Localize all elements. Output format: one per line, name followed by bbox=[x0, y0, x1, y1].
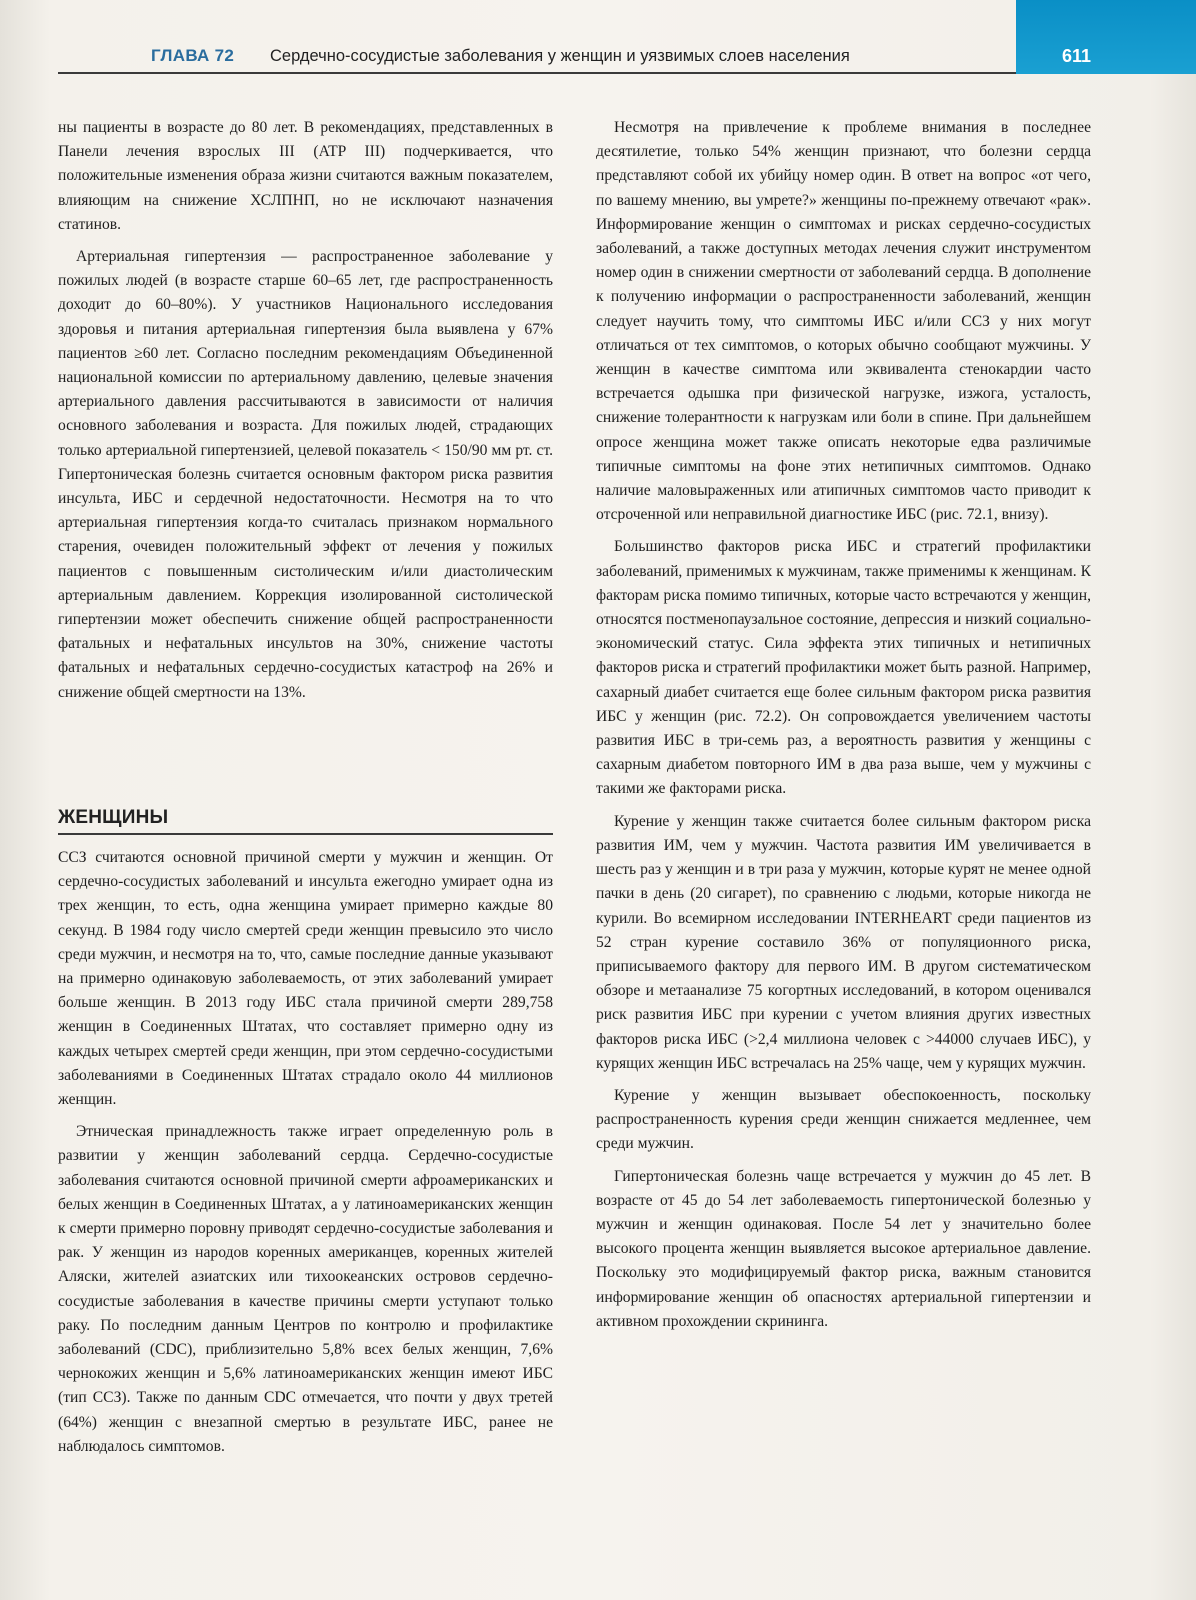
page-number: 611 bbox=[1062, 46, 1092, 66]
paragraph: ССЗ считаются основной причиной смерти у мужчин и женщин. От сердечно-сосудистых заболеваний и инсульта ежегодно умирает одна из трех женщин, то есть, одна женщина умирает примерно каждые 80 секунд. В 1984 году число смертей среди женщин превысило это число среди мужчин, и несмотря на то, что, самые последние данные указывают на примерно одинаковую заболеваемость, от этих заболеваний умирает больше женщин. В 2013 году ИБС стала причиной смерти 289,758 женщин в Соединенных Штатах, что составляет примерно одну из каждых четырех смертей среди женщин, при этом сердечно-сосудистыми заболеваниями в Соединенных Штатах страдало около 44 миллионов женщин. bbox=[58, 849, 553, 1109]
paragraph: Несмотря на привлечение к проблеме внимания в последнее десятилетие, только 54% женщин признают, что болезни сердца представляют собой их убийцу номер один. В ответ на вопрос «от чего, по вашему мнению, вы умрете?» женщины по-прежнему отвечают «рак». Информирование женщин о симптомах и рисках сердечно-сосудистых заболеваний, а также доступных методах лечения служит инструментом номер один в снижении смертности от заболеваний сердца. В дополнение к получению информации о распространенности заболеваний, женщин следует научить тому, что симптомы ИБС и/или ССЗ у них могут отличаться от тех симптомов, о которых обычно сообщают мужчины. У женщин в качестве симптома или эквивалента стенокардии часто встречается одышка при физической нагрузке, изжога, усталость, снижение толерантности к нагрузкам или боли в спине. При дальнейшем опросе женщина может также описать некоторые едва различимые типичные симптомы на фоне этих нетипичных симптомов. Однако наличие маловыраженных или атипичных симптомов часто приводит к отсроченной или неправильной диагностике ИБС (рис. 72.1, внизу). bbox=[596, 119, 1091, 524]
header-rule bbox=[58, 72, 1018, 74]
paragraph: Курение у женщин также считается более сильным фактором риска развития ИМ, чем у мужчин. Частота развития ИМ увеличивается в шесть раз у женщин и в три раза у мужчин, которые курят не менее одной пачки в день (20 сигарет), по сравнению с людьми, которые никогда не курили. Во всемирном исследовании INTERHEART среди пациентов из 52 стран курение составило 36% от популяционного риска, приписываемого фактору для первого ИМ. В другом систематическом обзоре и метаанализе 75 когортных исследований, в котором оценивался риск развития ИБС при курении с учетом влияния других известных факторов риска ИБС (>2,4 миллиона человек с >44000 случаев ИБС), у курящих женщин ИБС встречалась на 25% чаще, чем у курящих мужчин. bbox=[596, 812, 1091, 1072]
right-column bbox=[596, 116, 1091, 1342]
chapter-label: ГЛАВА 72 bbox=[151, 46, 235, 65]
chapter-title: Сердечно-сосудистые заболевания у женщин и уязвимых слоев населения bbox=[270, 47, 850, 65]
page-number-tab bbox=[1016, 0, 1196, 74]
paragraph: Этническая принадлежность также играет определенную роль в развитии у женщин заболеваний сердца. Сердечно-сосудистые заболевания считаются основной причиной смерти афроамериканских и белых женщин в Соединенных Штатах, а у латиноамериканских женщин к смерти примерно поровну приводят сердечно-сосудистые заболевания и рак. У женщин из народов коренных американцев, коренных жителей Аляски, жителей азиатских или тихоокеанских островов сердечно-сосудистые заболевания в качестве причины смерти уступают только раку. По последним данным Центров по контролю и профилактике заболеваний (CDC), приблизительно 5,8% всех белых женщин, 7,6% чернокожих женщин и 5,6% латиноамериканских женщин имеют ИБС (тип ССЗ). Также по данным CDC отмечается, что почти у двух третей (64%) женщин с внезапной смертью в результате ИБС, ранее не наблюдалось симптомов. bbox=[58, 1123, 553, 1455]
section-rule bbox=[58, 833, 553, 835]
paragraph: Гипертоническая болезнь чаще встречается у мужчин до 45 лет. В возрасте от 45 до 54 лет заболеваемость гипертонической болезнью у мужчин и женщин одинаковая. После 54 лет у значительно более высокого процента женщин выявляется высокое артериальное давление. Поскольку это модифицируемый фактор риска, важным становится информирование женщин об опасностях артериальной гипертензии и активном прохождении скрининга. bbox=[596, 1167, 1091, 1330]
paragraph: Большинство факторов риска ИБС и стратегий профилактики заболеваний, применимых к мужчинам, также применимы к женщинам. К факторам риска помимо типичных, которые часто встречаются у женщин, относятся постменопаузальное состояние, депрессия и низкий социально-экономический статус. Сила эффекта этих типичных и нетипичных факторов риска и стратегий профилактики может быть разной. Например, сахарный диабет считается еще более сильным фактором риска развития ИБС у женщин (рис. 72.2). Он сопровождается увеличением частоты развития ИБС в три-семь раз, а вероятность развития у женщины с сахарным диабетом повторного ИМ в два раза выше, чем у мужчины с такими же факторами риска. bbox=[596, 538, 1091, 798]
paragraph: Артериальная гипертензия — распространенное заболевание у пожилых людей (в возрасте старше 60–65 лет, где распространенность доходит до 60–80%). У участников Национального исследования здоровья и питания артериальная гипертензия была выявлена у 67% пациентов ≥60 лет. Согласно последним рекомендациям Объединенной национальной комиссии по артериальному давлению, целевые значения артериального давления рассчитываются в зависимости от наличия основного заболевания и возраста. Для пожилых людей, страдающих только артериальной гипертензией, целевой показатель < 150/90 мм рт. ст. Гипертоническая болезнь считается основным фактором риска развития инсульта, ИБС и сердечной недостаточности. Несмотря на то что артериальная гипертензия когда-то считалась признаком нормального старения, очевиден положительный эффект от лечения у пожилых пациентов с повышенным систолическим и/или диастолическим артериальным давлением. Коррекция изолированной систолической гипертензии может обеспечить снижение общей распространенности фатальных и нефатальных инсультов на 30%, снижение частоты фатальных и нефатальных сердечно-сосудистых катастроф на 26% и снижение общей смертности на 13%. bbox=[58, 248, 553, 701]
section-heading: ЖЕНЩИНЫ bbox=[58, 807, 169, 828]
left-column-top bbox=[58, 116, 553, 713]
left-column-section bbox=[58, 846, 553, 1467]
paragraph: Курение у женщин вызывает обеспокоенность, поскольку распространенность курения среди женщин снижается медленнее, чем среди мужчин. bbox=[596, 1086, 1091, 1153]
paragraph: ны пациенты в возрасте до 80 лет. В рекомендациях, представленных в Панели лечения взрослых III (ATP III) подчеркивается, что положительные изменения образа жизни считаются важным показателем, влияющим на снижение ХСЛПНП, но не исключают назначения статинов. bbox=[58, 119, 553, 233]
